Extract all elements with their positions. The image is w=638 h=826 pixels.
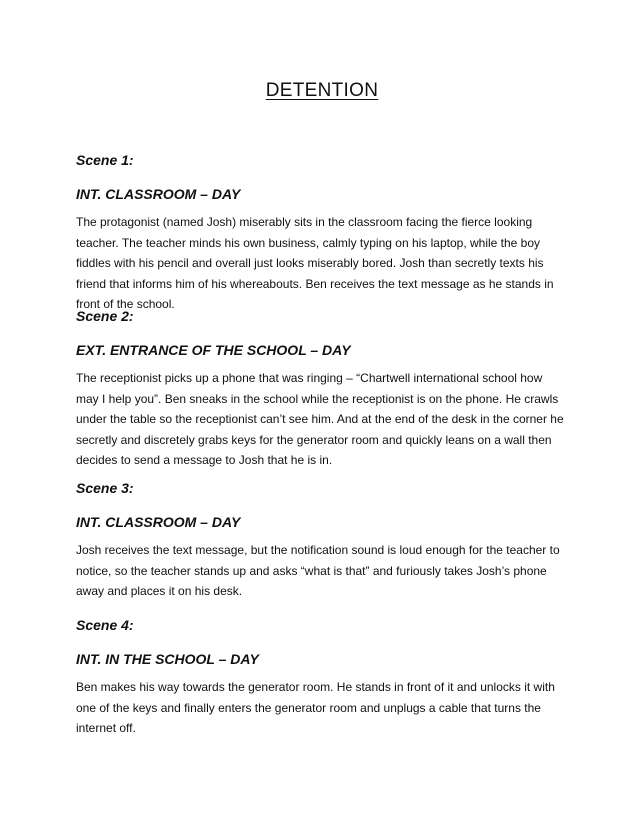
scene-number: Scene 1:: [76, 152, 134, 168]
scene-description: Josh receives the text message, but the notification sound is loud enough for the teacher to notice, so the teacher stands up and asks “what is that” and furiously takes Josh’s phone away and places it on his desk.: [76, 543, 560, 598]
scene-description: Ben makes his way towards the generator room. He stands in front of it and unlocks it with one of the keys and finally enters the generator room and unplugs a cable that turns the internet off.: [76, 680, 555, 735]
scene-number: Scene 3:: [76, 480, 134, 496]
scene-4: [76, 615, 566, 739]
scene-number: Scene 4:: [76, 617, 134, 633]
scene-1: [76, 150, 566, 315]
scene-heading: INT. CLASSROOM – DAY: [76, 514, 241, 530]
scene-number: Scene 2:: [76, 308, 134, 324]
scene-heading: EXT. ENTRANCE OF THE SCHOOL – DAY: [76, 342, 351, 358]
scene-heading: INT. IN THE SCHOOL – DAY: [76, 651, 259, 667]
scene-description: The protagonist (named Josh) miserably sits in the classroom facing the fierce looking teacher. The teacher minds his own business, calmly typing on his laptop, while the boy fiddles with his pencil and overall just looks miserably bored. Josh than secretly texts his friend that informs him of his whereabouts. Ben receives the text message as he stands in front of the school.: [76, 215, 554, 311]
document-title-text: DETENTION: [265, 80, 379, 101]
scene-3: [76, 478, 566, 602]
scene-2: [76, 306, 566, 471]
scene-heading: INT. CLASSROOM – DAY: [76, 186, 241, 202]
scene-description: The receptionist picks up a phone that was ringing – “Chartwell international school how may I help you”. Ben sneaks in the school while the receptionist is on the phone. He crawls under the table so the receptionist can’t see him. And at the end of the desk in the corner he secretly and discretely grabs keys for the generator room and quickly leans on a wall then decides to send a message to Josh that he is in.: [76, 371, 564, 467]
document-title: [0, 80, 638, 102]
